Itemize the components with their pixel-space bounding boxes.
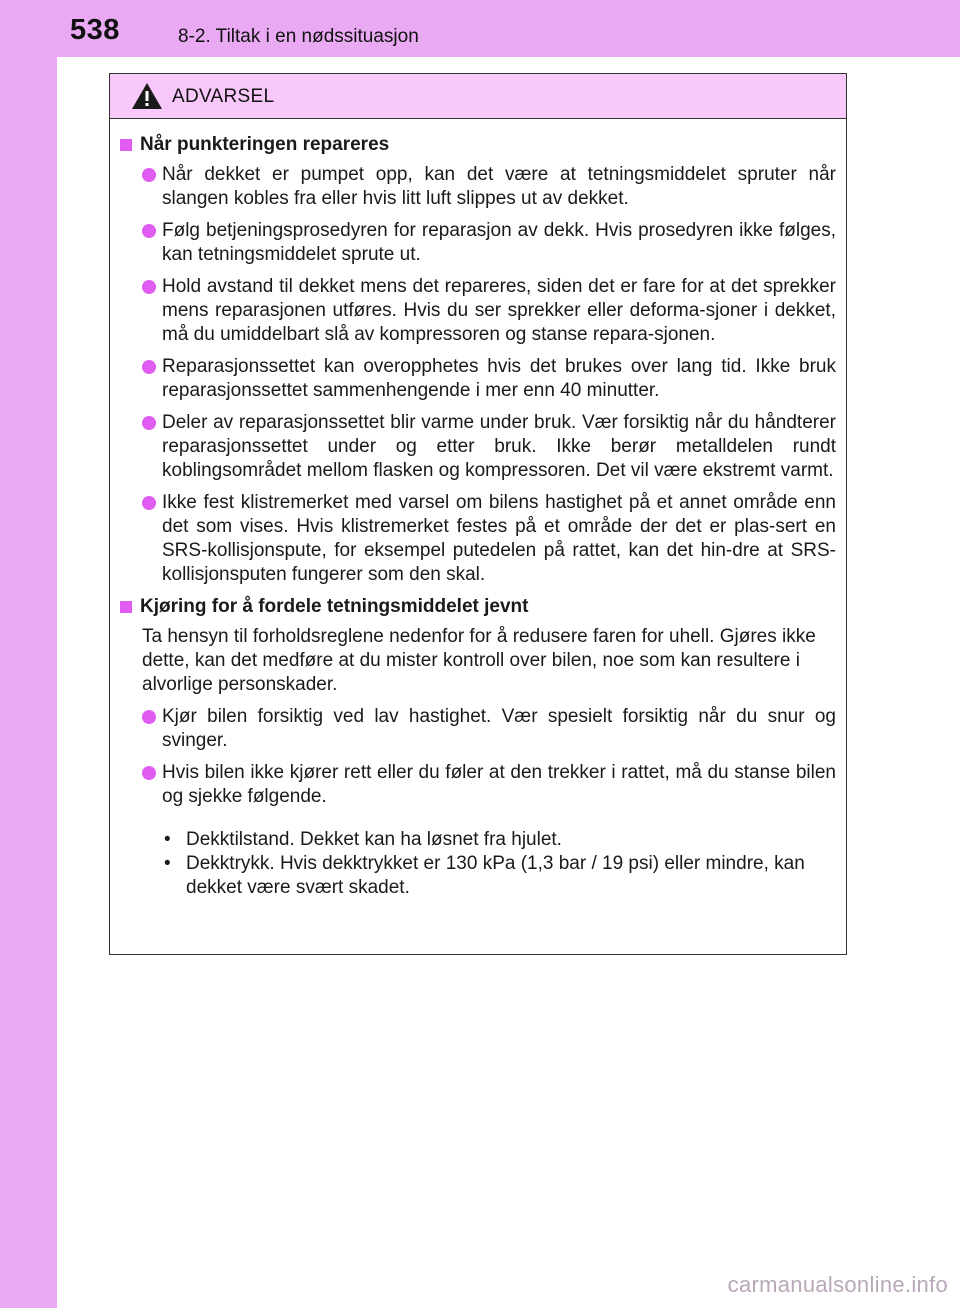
check-list-text: Dekktilstand. Dekket kan ha løsnet fra hjulet. <box>186 829 562 850</box>
dot-bullet-icon <box>142 168 156 182</box>
dot-bullet-icon <box>142 766 156 780</box>
small-bullet-icon: • <box>164 853 171 874</box>
dot-bullet-icon <box>142 710 156 724</box>
bullet-item <box>118 219 838 267</box>
warning-body <box>110 119 846 900</box>
dot-bullet-icon <box>142 224 156 238</box>
bullet-text: Hvis bilen ikke kjører rett eller du føler at den trekker i rattet, må du stanse bilen og sjekke følgende. <box>162 762 836 807</box>
square-bullet-icon <box>120 601 132 613</box>
subsection-heading-text: Når punkteringen repareres <box>140 134 390 155</box>
section-title: 8-2. Tiltak i en nødssituasjon <box>178 26 419 47</box>
warning-triangle-icon <box>131 82 163 110</box>
check-list-text: Dekktrykk. Hvis dekktrykket er 130 kPa (1,3 bar / 19 psi) eller mindre, kan dekket være svært skadet. <box>186 853 805 898</box>
bullet-text: Når dekket er pumpet opp, kan det være at tetningsmiddelet spruter når slangen kobles fra eller hvis litt luft slippes ut av dekket. <box>162 164 836 209</box>
square-bullet-icon <box>120 139 132 151</box>
small-bullet-icon: • <box>164 829 171 850</box>
check-list-item <box>162 828 838 852</box>
bullet-item <box>118 761 838 809</box>
watermark: carmanualsonline.info <box>727 1272 948 1297</box>
bullet-item <box>118 491 838 587</box>
dot-bullet-icon <box>142 496 156 510</box>
side-color-band <box>0 0 57 1308</box>
warning-header <box>110 74 846 119</box>
warning-title: ADVARSEL <box>172 86 275 107</box>
bullet-text: Deler av reparasjonssettet blir varme under bruk. Vær forsiktig når du håndterer reparasjonssettet under og etter bruk. Ikke berør metalldelen rundt koblingsområdet mellom flasken og kompressoren. Det vil være ekstremt varmt. <box>162 412 836 481</box>
subsection-heading-puncture <box>118 133 838 157</box>
bullet-item <box>118 705 838 753</box>
intro-paragraph: Ta hensyn til forholdsreglene nedenfor for å redusere faren for uhell. Gjøres ikke dette, kan det medføre at du mister kontroll over bilen, noe som kan resultere i alvorlige personskader. <box>142 626 816 695</box>
bullet-text: Reparasjonssettet kan overopphetes hvis det brukes over lang tid. Ikke bruk reparasjonssettet sammenhengende i mer enn 40 minutter. <box>162 356 836 401</box>
bullet-item <box>118 411 838 483</box>
dot-bullet-icon <box>142 280 156 294</box>
top-color-band <box>0 0 960 57</box>
bullet-text: Ikke fest klistremerket med varsel om bilens hastighet på et annet område enn det som vises. Hvis klistremerket festes på et område der det er plas-sert en SRS-kollisjonspute, for eksempel putedelen på rattet, kan det hin-dre at SRS-kollisjonsputen fungerer som den skal. <box>162 492 836 585</box>
warning-box <box>109 73 847 955</box>
bullet-item <box>118 163 838 211</box>
check-list-item <box>162 852 838 900</box>
subsection-heading-text: Kjøring for å fordele tetningsmiddelet jevnt <box>140 596 529 617</box>
dot-bullet-icon <box>142 360 156 374</box>
dot-bullet-icon <box>142 416 156 430</box>
subsection-heading-driving <box>118 595 838 619</box>
bullet-text: Kjør bilen forsiktig ved lav hastighet. Vær spesielt forsiktig når du snur og svinger. <box>162 706 836 751</box>
page-number: 538 <box>70 14 120 46</box>
check-list <box>162 828 838 900</box>
bullet-text: Hold avstand til dekket mens det repareres, siden det er fare for at det sprekker mens reparasjonen utføres. Hvis du ser sprekker eller deforma-sjoner i dekket, må du umiddelbart slå av kompressoren og stanse repara-sjonen. <box>162 276 836 345</box>
bullet-item <box>118 355 838 403</box>
bullet-text: Følg betjeningsprosedyren for reparasjon av dekk. Hvis prosedyren ikke følges, kan tetningsmiddelet sprute ut. <box>162 220 836 265</box>
bullet-item <box>118 275 838 347</box>
